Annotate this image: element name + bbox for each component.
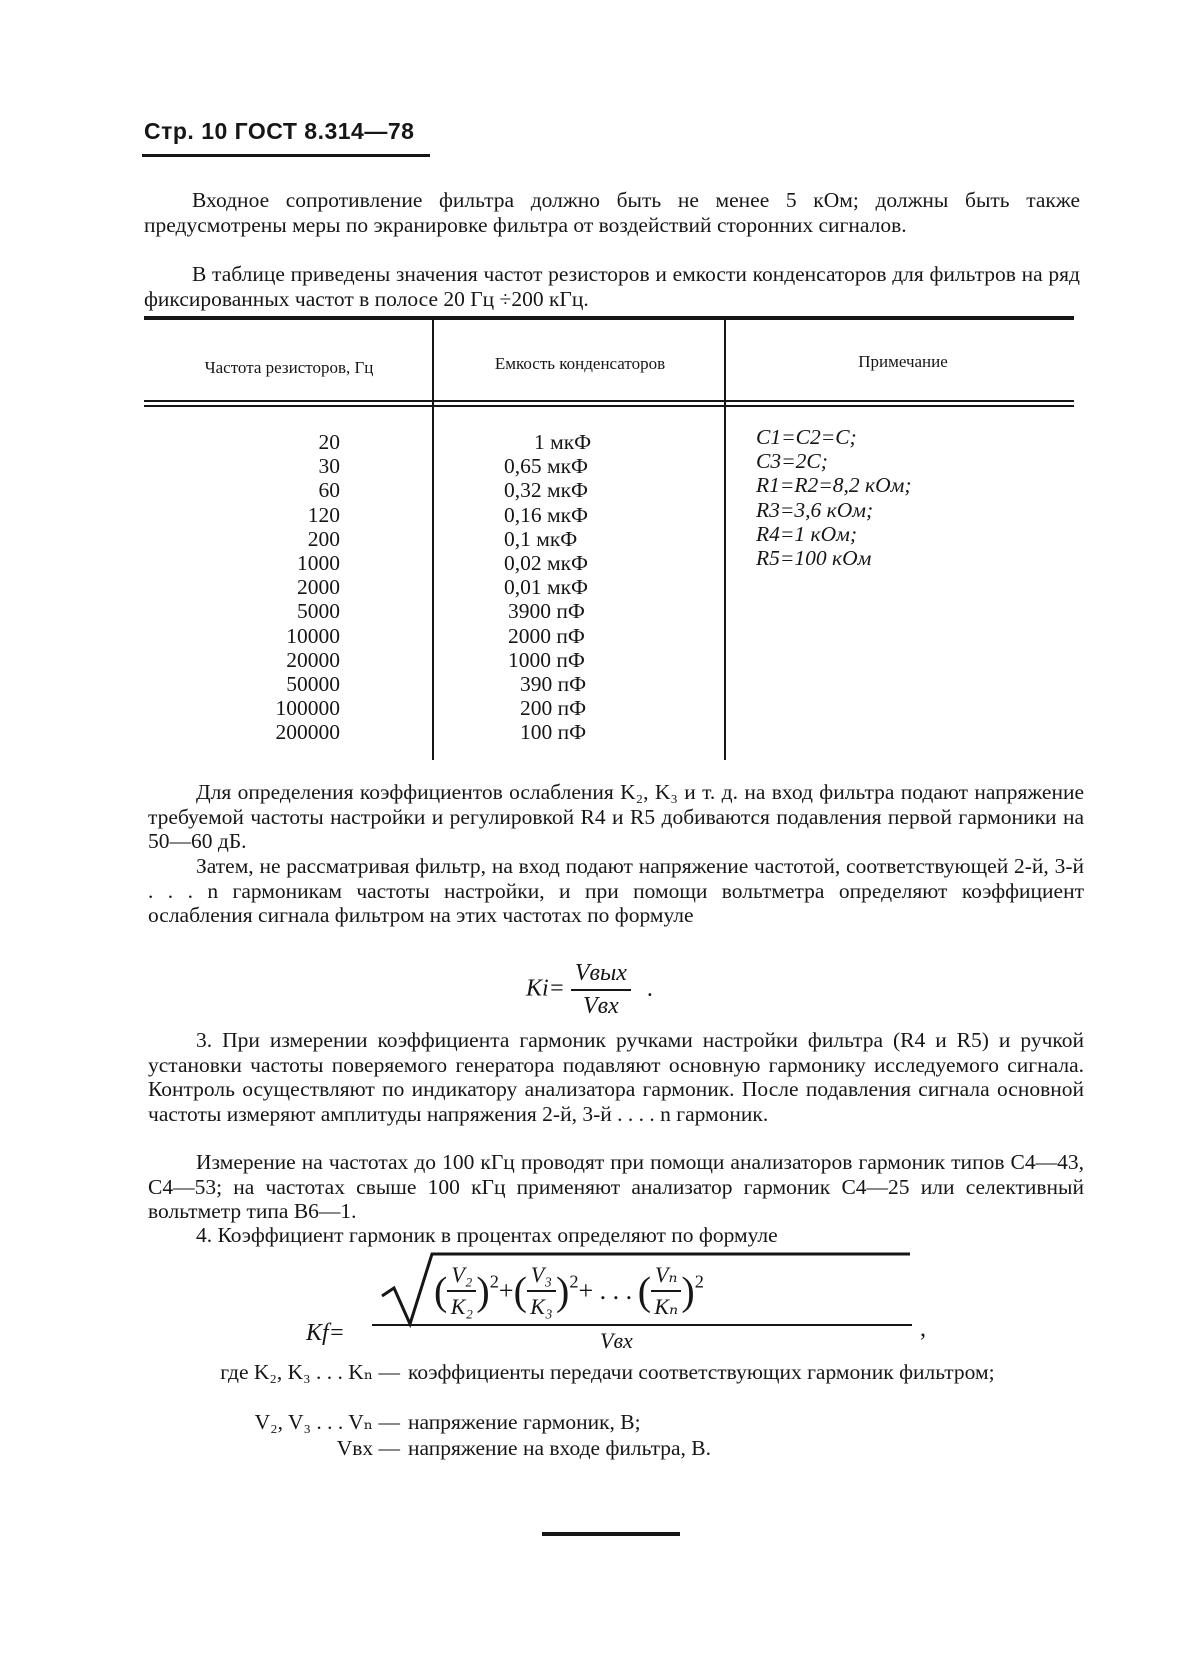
table-cell-capacitance: 0,1 мкФ bbox=[504, 526, 578, 551]
paragraph-table-intro: В таблице приведены значения частот резисторов и емкости конденсаторов для фильтров на ряд фиксированных частот в полосе 20 Гц ÷200 кГц. bbox=[144, 262, 1080, 311]
table-cell-frequency: 200000 bbox=[275, 720, 340, 745]
formula2-term-3-numerator: V₃ bbox=[527, 1262, 556, 1292]
table-cell-note: R1=R2=8,2 кОм; bbox=[756, 473, 912, 498]
formula2-terminator: , bbox=[920, 1316, 926, 1342]
paragraph-harmonic-frequencies: Затем, не рассматривая фильтр, на вход подают напряжение частотой, соответствующей 2-й, 3-й . . . n гармоникам частоты настройки, и при помощи вольтметра определяют коэффициент ослабления сигнала фильтром на этих частотах по формуле bbox=[148, 854, 1084, 927]
table-cell-note: R3=3,6 кОм; bbox=[756, 497, 874, 522]
formula2-term-3 bbox=[527, 1262, 556, 1320]
definition-symbol: где K₂, K₃ . . . Kₙ — bbox=[220, 1360, 400, 1384]
formula2-radicand: ( $\frac{\text{V₂}}{\text{K₂}}$ )$^2$+( $\frac{\text{V₃}}{\text{K₃}}$ )$^2$+ . . . ( $\frac{\text{Vₙ}}{\text{Kₙ}}$ )$^2$ bbox=[434, 1262, 704, 1319]
table-header-rule-2 bbox=[144, 405, 1074, 407]
definition-text: коэффициенты передачи соответствующих гармоник фильтром; bbox=[408, 1360, 995, 1384]
table-cell-capacitance: 3900 пФ bbox=[508, 599, 585, 624]
table-cell-capacitance: 1 мкФ bbox=[534, 430, 592, 454]
frequency-column bbox=[240, 430, 340, 745]
formula2-term-n-denominator: Kₙ bbox=[654, 1294, 678, 1319]
end-of-page-rule bbox=[542, 1532, 680, 1536]
table-cell-capacitance: 0,65 мкФ bbox=[504, 454, 589, 479]
definition-text: напряжение на входе фильтра, В. bbox=[408, 1436, 712, 1460]
table-cell-frequency: 20 bbox=[318, 430, 340, 454]
formula-fraction bbox=[571, 960, 631, 1020]
table-cell-note: R4=1 кОм; bbox=[756, 521, 857, 546]
paragraph-measurement: 3. При измерении коэффициента гармоник ручками настройки фильтра (R4 и R5) и ручкой установки частоты поверяемого генератора подавляют основную гармонику исследуемого сигнала. Контроль осуществляют по индикатору анализатора гармоник. После подавления сигнала основной частоты измеряют амплитуды напряжения 2-й, 3-й . . . . n гармоник. bbox=[148, 1028, 1084, 1126]
note-column bbox=[756, 425, 1016, 570]
table-cell-capacitance: 0,16 мкФ bbox=[504, 502, 589, 527]
table-cell-frequency: 5000 bbox=[297, 599, 340, 624]
formula-numerator: Vвых bbox=[571, 960, 631, 991]
formula-denominator: Vвх bbox=[583, 993, 619, 1019]
table-cell-frequency: 120 bbox=[307, 502, 340, 527]
page-header: Стр. 10 ГОСТ 8.314—78 bbox=[144, 118, 415, 144]
definition-symbol: Vвх — bbox=[336, 1436, 400, 1460]
table-cell-frequency: 10000 bbox=[286, 623, 340, 648]
table-top-rule bbox=[144, 316, 1074, 320]
definition-text: напряжение гармоник, В; bbox=[408, 1410, 641, 1434]
formula-lhs: Ki= bbox=[526, 975, 565, 1002]
formula2-term-n bbox=[651, 1262, 681, 1320]
table-header-frequency: Частота резисторов, Гц bbox=[204, 358, 374, 377]
table-cell-frequency: 50000 bbox=[286, 672, 340, 697]
table-cell-note: C3=2C; bbox=[756, 449, 828, 474]
table-cell-frequency: 1000 bbox=[297, 551, 340, 576]
table-cell-capacitance: 100 пФ bbox=[520, 720, 587, 745]
capacitance-column bbox=[470, 430, 610, 745]
definition-symbol: V₂, V₃ . . . Vₙ — bbox=[254, 1410, 400, 1434]
table-cell-frequency: 100000 bbox=[275, 696, 340, 721]
paragraph-percent-formula: 4. Коэффициент гармоник в процентах определяют по формуле bbox=[196, 1223, 778, 1247]
formula-attenuation bbox=[526, 960, 653, 1020]
header-underline bbox=[142, 154, 430, 157]
table-cell-frequency: 2000 bbox=[297, 575, 340, 600]
table-cell-capacitance: 200 пФ bbox=[520, 696, 587, 721]
table-cell-note: R5=100 кОм bbox=[756, 546, 872, 571]
paragraph-attenuation: Для определения коэффициентов ослабления K₂, K₃ и т. д. на вход фильтра подают напряжение требуемой частоты настройки и регулировкой R4 и R5 добиваются подавления первой гармоники на 50—60 дБ. bbox=[148, 780, 1084, 853]
table-cell-capacitance: 2000 пФ bbox=[508, 623, 585, 648]
table-cell-capacitance: 0,02 мкФ bbox=[504, 551, 589, 576]
formula2-term-2 bbox=[447, 1262, 476, 1320]
table-cell-capacitance: 390 пФ bbox=[520, 672, 587, 697]
table-header-rule-1 bbox=[144, 400, 1074, 402]
table-header-capacitance: Емкость конденсаторов bbox=[494, 354, 666, 373]
table-cell-note: C1=C2=C; bbox=[756, 425, 857, 449]
formula2-term-2-numerator: V₂ bbox=[447, 1262, 476, 1292]
table-cell-capacitance: 0,01 мкФ bbox=[504, 575, 589, 600]
table-cell-frequency: 30 bbox=[318, 454, 340, 479]
paragraph-analyzers: Измерение на частотах до 100 кГц проводят при помощи анализаторов гармоник типов С4—43, С4—53; на частотах свыше 100 кГц применяют анализатор гармоник С4—25 или селективный вольтметр типа В6—1. bbox=[148, 1150, 1084, 1223]
table-cell-frequency: 20000 bbox=[286, 647, 340, 672]
table-cell-frequency: 60 bbox=[318, 478, 340, 503]
table-column-divider-1 bbox=[432, 320, 434, 760]
paragraph-input-resistance: Входное сопротивление фильтра должно быть не менее 5 кОм; должны быть также предусмотрены меры по экранировке фильтра от воздействий сторонних сигналов. bbox=[144, 188, 1080, 237]
formula2-term-n-numerator: Vₙ bbox=[651, 1262, 681, 1292]
formula-terminator: . bbox=[646, 975, 653, 1002]
formula2-term-2-denominator: K₂ bbox=[450, 1294, 474, 1319]
table-header-note: Примечание bbox=[858, 352, 948, 371]
table-cell-capacitance: 0,32 мкФ bbox=[504, 478, 589, 503]
formula2-term-3-denominator: K₃ bbox=[530, 1294, 553, 1319]
table-cell-frequency: 200 bbox=[307, 526, 340, 551]
table-cell-capacitance: 1000 пФ bbox=[508, 647, 585, 672]
formula2-lhs: Kf= bbox=[306, 1320, 345, 1346]
formula2-denominator: Vвх bbox=[600, 1328, 633, 1353]
table-column-divider-2 bbox=[724, 320, 726, 760]
formula2-fraction-bar bbox=[372, 1324, 912, 1326]
